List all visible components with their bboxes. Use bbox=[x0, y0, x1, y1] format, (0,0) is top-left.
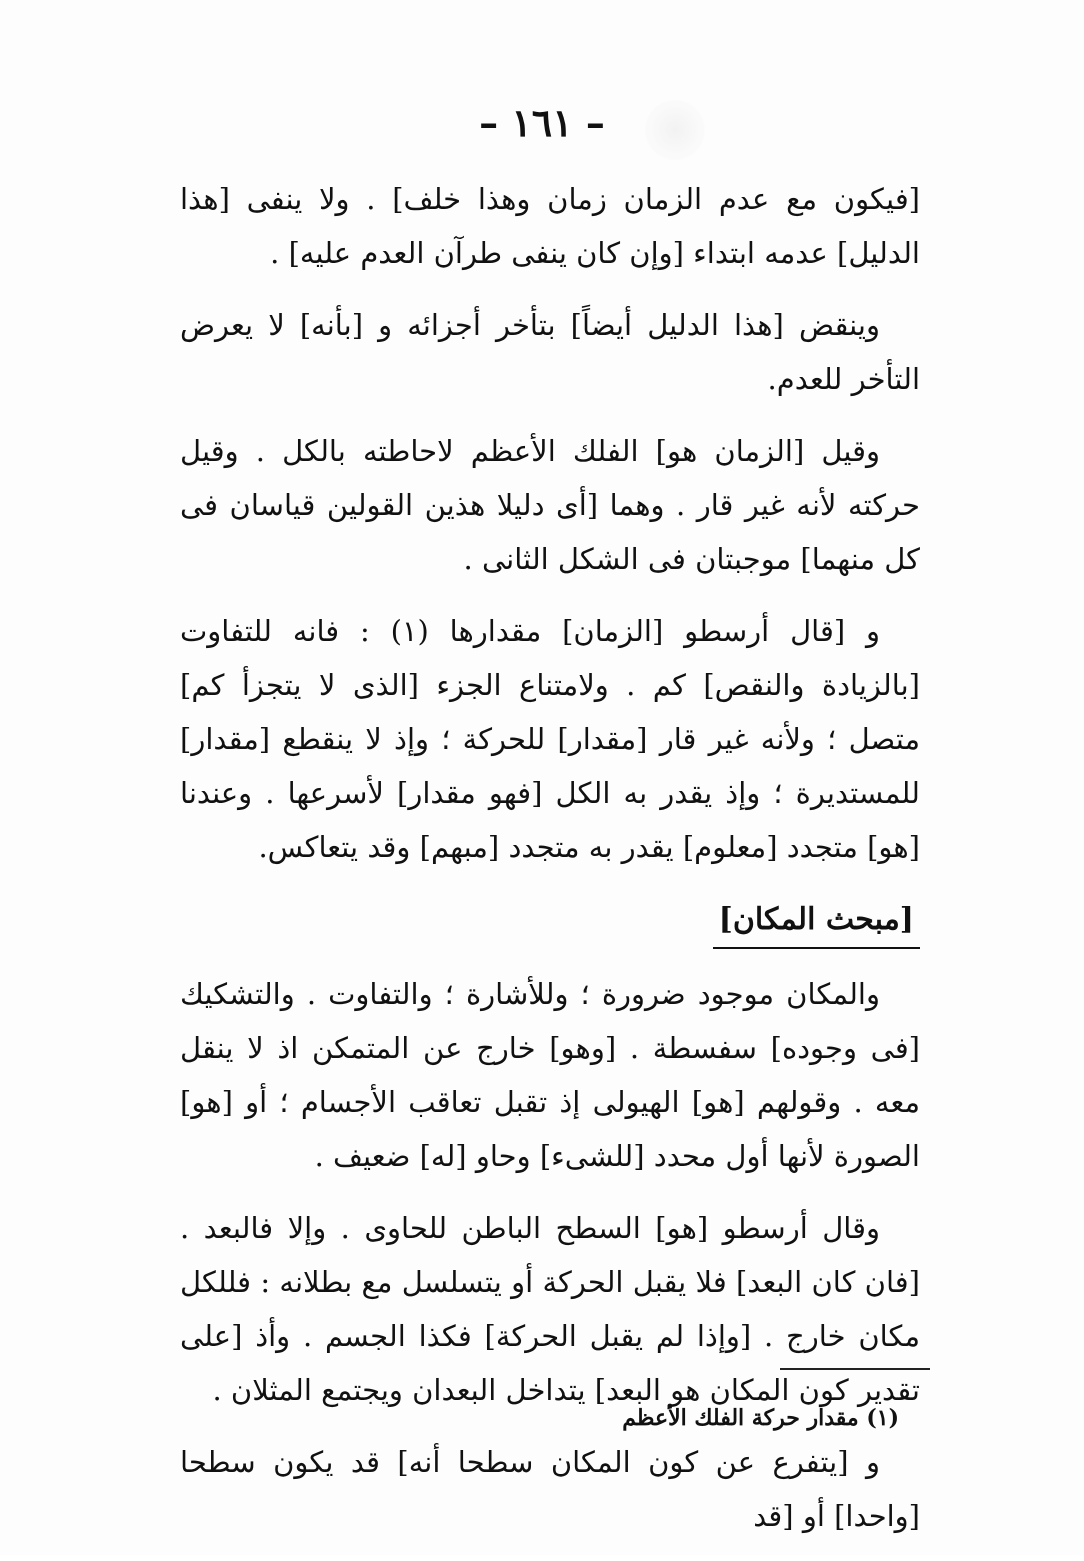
paragraph-time-objection: وينقض [هذا الدليل أيضاً] بتأخر أجزائه و [بأنه] لا يعرض التأخر للعدم. bbox=[180, 308, 920, 396]
footnote-divider bbox=[780, 1368, 930, 1370]
paragraph-place-consequence: و [يتفرع عن كون المكان سطحا أنه] قد يكون سطحا [واحدا] أو [قد bbox=[180, 1445, 920, 1533]
section-heading-place: [مبحث المكان] bbox=[713, 895, 920, 949]
paragraph-place-existence: والمكان موجود ضرورة ؛ وللأشارة ؛ والتفاوت . والتشكيك [فى وجوده] سفسطة . [وهو] خارج عن المتمكن اذ لا ينقل معه . وقولهم [هو] الهيولى إذ تقبل تعاقب الأجسام ؛ أو [هو] الصورة لأنها أول محدد [للشىء] وحاو [له] ضعيف . bbox=[180, 977, 920, 1173]
footnote: (١) مقدار حركة الفلك الأعظم bbox=[622, 1405, 899, 1431]
paragraph-aristotle-place: وقال أرسطو [هو] السطح الباطن للحاوى . وإلا فالبعد . [فان كان البعد] فلا يقبل الحركة أو يتسلسل مع بطلانه : فللكل مكان خارج . [وإذا لم يقبل الحركة] فكذا الجسم . وأذ [على تقدير كون المكان هو البعد] يتداخل البعدان ويجتمع المثلان . bbox=[180, 1211, 920, 1407]
paragraph-aristotle-time: و [قال أرسطو [الزمان] مقدارها (١) : فانه للتفاوت [بالزيادة والنقص] كم . ولامتناع الجزء [الذى لا يتجزأ كم] متصل ؛ ولأنه غير قار [مقدار] للحركة ؛ وإذ لا ينقطع [مقدار] للمستديرة ؛ وإذ يقدر به الكل [فهو مقدار] لأسرعها . وعندنا [هو] متجدد [معلوم] يقدر به متجدد [مبهم] وقد يتعاكس. bbox=[180, 614, 920, 864]
paragraph-time-sphere: وقيل [الزمان هو] الفلك الأعظم لاحاطته بالكل . وقيل حركته لأنه غير قار . وهما [أى دليلا هذين القولين قياسان فى كل منهما] موجبتان فى الشكل الثانى . bbox=[180, 434, 920, 576]
paragraph-time-continuation: [فيكون مع عدم الزمان زمان وهذا خلف] . ولا ينفى [هذا الدليل] عدمه ابتداء [وإن كان ينفى طرآن العدم عليه] . bbox=[180, 182, 920, 270]
page-number: – ١٦١ – bbox=[479, 100, 605, 145]
section-heading-wrapper bbox=[180, 892, 920, 949]
main-text-block bbox=[180, 172, 920, 1561]
